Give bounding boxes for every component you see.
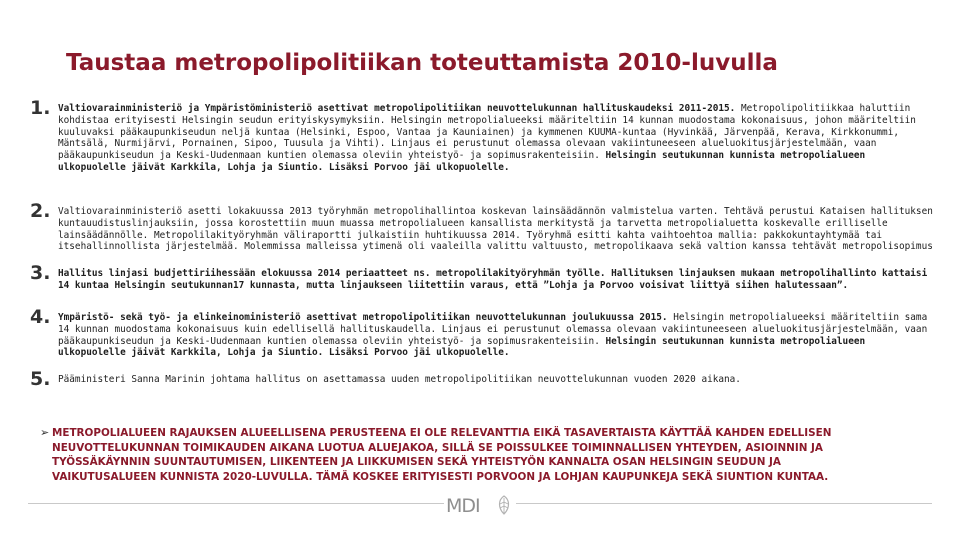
page-title: Taustaa metropolipolitiikan toteuttamista 2010-luvulla <box>66 50 778 76</box>
body-text: Pääministeri Sanna Marinin johtama hallitus on asettamassa uuden metropolipolitiikan neuvottelukunnan vuoden 2020 aikana. <box>58 374 741 385</box>
text-line <box>58 280 942 292</box>
text-line <box>58 336 942 348</box>
conclusion-line: NEUVOTTELUKUNNAN TOIMIKAUDEN AIKANA LUOTUA ALUEJAKOA, SILLÄ SE POISSULKEE TOIMINNALLISEN YHTEYDEN, ASIOINNIN JA <box>52 441 823 454</box>
bold-text: Helsingin seutukunnan kunnista metropolialueen <box>599 150 866 162</box>
body-text: kuntauudistuslinjauksiin, jossa korostettiin muun muassa metropolialueen kansallista merkitystä ja tarvetta metropolialuetta koskevalle erilliselle <box>58 217 888 229</box>
conclusion-line: METROPOLIALUEEN RAJAUKSEN ALUEELLISENA PERUSTEENA EI OLE RELEVANTTIA EIKÄ TASAVERTAISTA KÄYTTÄÄ KAHDEN EDELLISEN <box>52 427 832 439</box>
text-line <box>58 312 942 324</box>
body-text: itsehallinnollista järjestelmää. Molemmissa malleissa ytimenä oli vaaleilla valittu valtuusto, metropolikaava sekä valtion kanssa tehtävät metropolisopimus <box>58 241 933 253</box>
conclusion-line: VAIKUTUSALUEEN KUNNISTA 2020-LUVULLA. TÄMÄ KOSKEE ERITYISESTI PORVOON JA LOHJAN KAUPUNKEJA SEKÄ SIUNTION KUNTAA. <box>52 470 829 483</box>
list-item-text <box>58 374 942 386</box>
list-item-text <box>58 268 942 292</box>
conclusion-block <box>40 426 932 484</box>
conclusion-text <box>52 426 932 484</box>
text-line <box>58 347 942 359</box>
list-item-number: 3. <box>30 262 51 284</box>
mdi-logo <box>444 494 516 516</box>
text-line <box>58 218 942 230</box>
text-line <box>58 241 942 253</box>
text-line <box>58 103 942 115</box>
text-line <box>58 162 942 174</box>
arrow-bullet-icon: ➢ <box>40 426 50 439</box>
body-text: lainsäädännölle. Metropolilakityöryhmän väliraportti julkaistiin huhtikuussa 2014. Työryhmä esitti kahta vaihtoehtoa mallia: pakkokuntayhtymää tai <box>58 229 883 241</box>
list-item-number: 2. <box>30 200 51 222</box>
bold-text: Hallitus linjasi budjettiriihessään elokuussa 2014 periaatteet ns. metropolilakityöryhmän työlle. Hallituksen linjauksen mukaan metropolihallinto kattaisi <box>58 268 928 279</box>
text-line <box>58 150 942 162</box>
list-item-text <box>58 206 942 253</box>
text-line <box>58 115 942 127</box>
text-line <box>58 324 942 336</box>
text-line <box>58 268 942 280</box>
bold-text: ulkopuolelle jäivät Karkkila, Lohja ja Siuntio. Lisäksi Porvoo jäi ulkopuolelle. <box>58 347 510 359</box>
text-line <box>58 127 942 139</box>
bold-text: Valtiovarainministeriö ja Ympäristöministeriö asettivat metropolipolitiikan neuvottelukunnan hallituskaudeksi 2011-2015. <box>58 103 736 114</box>
body-text: Valtiovarainministeriö asetti lokakuussa 2013 työryhmän metropolihallintoa koskevan lainsäädännön valmistelua varten. Tehtävä perustui Kataisen hallituksen <box>58 206 933 217</box>
body-text: Mäntsälä, Nurmijärvi, Pornainen, Sipoo, Tuusula ja Vihti). Linjaus ei perustunut olemassa olevaan vakiintuneeseen alueluokitusjärjestelmään, vaan <box>58 138 877 150</box>
body-text: kuuluvaksi pääkaupunkiseudun neljä kuntaa (Helsinki, Espoo, Vantaa ja Kauniainen) ja kymmenen KUUMA-kuntaa (Hyvinkää, Järvenpää, Kerava, Kirkkonummi, <box>58 126 899 138</box>
list-item-text <box>58 103 942 174</box>
body-text: Helsingin metropolialueeksi määriteltiin sama <box>667 312 928 323</box>
list-item-text <box>58 312 942 359</box>
body-text: Metropolipolitiikkaa haluttiin <box>735 103 911 114</box>
text-line <box>58 206 942 218</box>
logo-leaf-icon <box>496 495 512 515</box>
bold-text: Helsingin seutukunnan kunnista metropolialueen <box>599 335 866 347</box>
body-text: kohdistaa erityisesti Helsingin seudun erityiskysymyksiin. Helsingin metropolialueeksi määriteltiin 14 kunnan muodostama kokonaisuus, johon määriteltiin <box>58 114 916 126</box>
bold-text: Ympäristö- sekä työ- ja elinkeinoministeriö asettivat metropolipolitiikan neuvottelukunnan joulukuussa 2015. <box>58 312 668 323</box>
bold-text: 14 kuntaa Helsingin seutukunnan17 kunnasta, mutta linjaukseen liitettiin varaus, että ”Lohja ja Porvoo voisivat liittyä siihen halutessaan”. <box>58 279 849 291</box>
body-text: pääkaupunkiseudun ja Keski-Uudenmaan kuntien olemassa oleviin yhteistyö- ja sopimusrakenteisiin. <box>58 335 600 347</box>
list-item-number: 1. <box>30 97 51 119</box>
body-text: pääkaupunkiseudun ja Keski-Uudenmaan kuntien olemassa oleviin yhteistyö- ja sopimusrakenteisiin. <box>58 150 600 162</box>
body-text: 14 kunnan muodostama kokonaisuus kuin edellisellä hallituskaudella. Linjaus ei perustunut olemassa olevaan vakiintuneeseen alueluokitusjärjestelmään, vaan <box>58 323 928 335</box>
logo-text: MDI <box>446 495 480 517</box>
conclusion-line: TYÖSSÄKÄYNNIN SUUNTAUTUMISEN, LIIKENTEEN JA LIIKKUMISEN SEKÄ YHTEISTYÖN KANNALTA OSAN HELSINGIN SEUDUN JA <box>52 456 781 469</box>
bold-text: ulkopuolelle jäivät Karkkila, Lohja ja Siuntio. Lisäksi Porvoo jäi ulkopuolelle. <box>58 161 510 173</box>
text-line <box>58 230 942 242</box>
text-line <box>58 374 942 386</box>
list-item-number: 5. <box>30 368 51 390</box>
list-item-number: 4. <box>30 306 51 328</box>
text-line <box>58 138 942 150</box>
